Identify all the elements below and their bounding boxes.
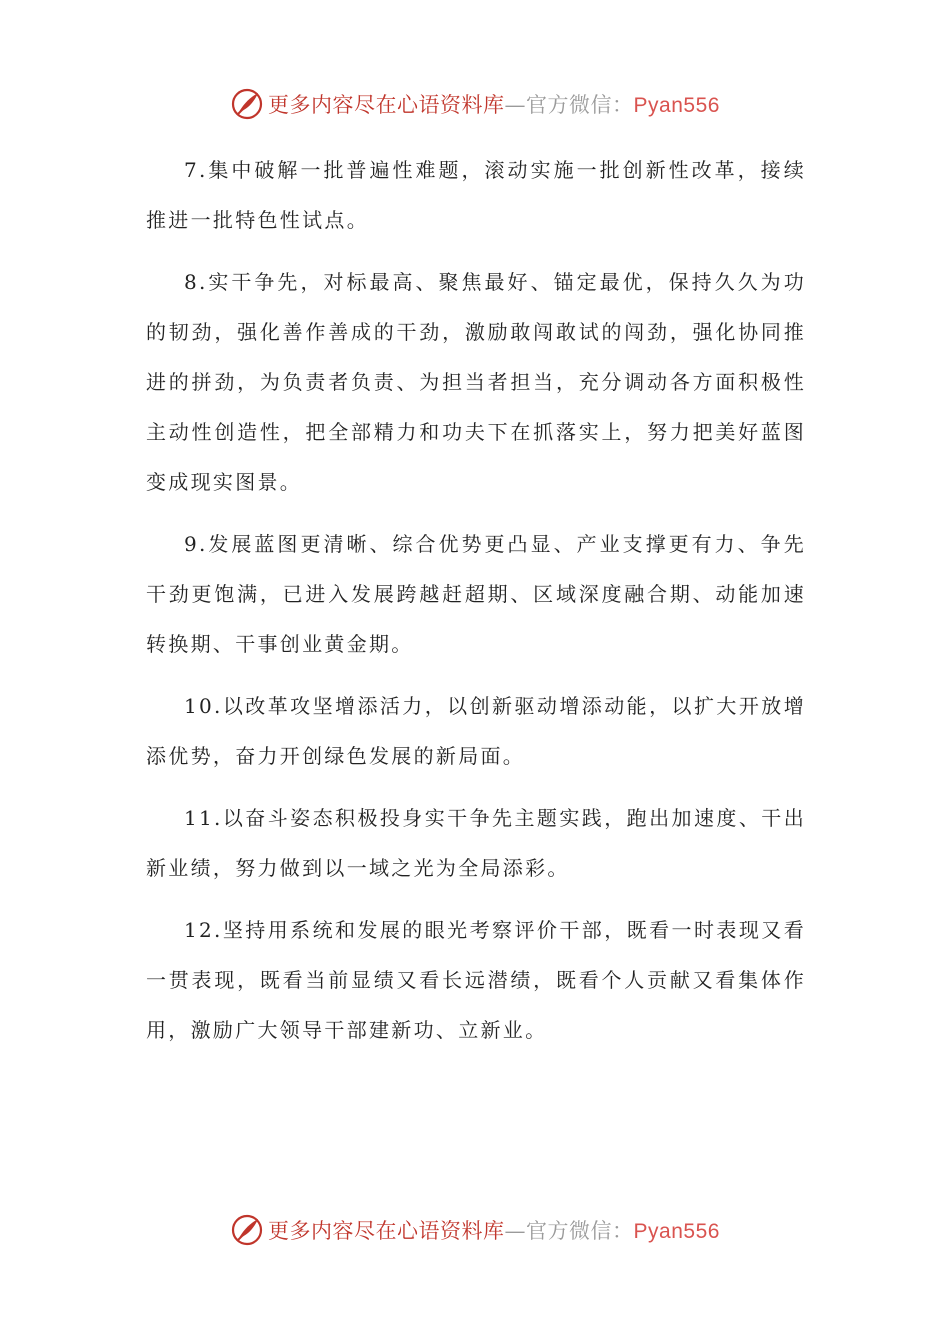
paragraph-9: 9.发展蓝图更清晰、综合优势更凸显、产业支撑更有力、争先干劲更饱满，已进入发展跨越赶超期、区域深度融合期、动能加速转换期、干事创业黄金期。 bbox=[146, 532, 806, 656]
header-banner bbox=[0, 82, 950, 126]
banner-text bbox=[268, 1215, 720, 1245]
banner-wechat-id: Pyan556 bbox=[633, 1220, 720, 1243]
paragraph-11: 11.以奋斗姿态积极投身实干争先主题实践，跑出加速度、干出新业绩，努力做到以一域之光为全局添彩。 bbox=[146, 806, 806, 880]
quill-logo-icon bbox=[230, 87, 264, 121]
banner-wechat-id: Pyan556 bbox=[633, 94, 720, 117]
paragraph-8: 8.实干争先，对标最高、聚焦最好、锚定最优，保持久久为功的韧劲，强化善作善成的干劲，激励敢闯敢试的闯劲，强化协同推进的拼劲，为负责者负责、为担当者担当，充分调动各方面积极性主动性创造性，把全部精力和功夫下在抓落实上，努力把美好蓝图变成现实图景。 bbox=[146, 270, 806, 494]
banner-wechat-label: —官方微信： bbox=[504, 1219, 634, 1243]
paragraph-12: 12.坚持用系统和发展的眼光考察评价干部，既看一时表现又看一贯表现，既看当前显绩又看长远潜绩，既看个人贡献又看集体作用，激励广大领导干部建新功、立新业。 bbox=[146, 918, 806, 1042]
quill-logo-icon bbox=[230, 1213, 264, 1247]
banner-text bbox=[268, 89, 720, 119]
banner-wechat-label: —官方微信： bbox=[504, 93, 634, 117]
banner-title: 更多内容尽在心语资料库 bbox=[268, 1219, 505, 1243]
footer-banner bbox=[0, 1208, 950, 1252]
paragraph-7: 7.集中破解一批普遍性难题，滚动实施一批创新性改革，接续推进一批特色性试点。 bbox=[146, 158, 806, 232]
document-body bbox=[146, 145, 806, 1067]
paragraph-10: 10.以改革攻坚增添活力，以创新驱动增添动能，以扩大开放增添优势，奋力开创绿色发展的新局面。 bbox=[146, 694, 806, 768]
banner-title: 更多内容尽在心语资料库 bbox=[268, 93, 505, 117]
